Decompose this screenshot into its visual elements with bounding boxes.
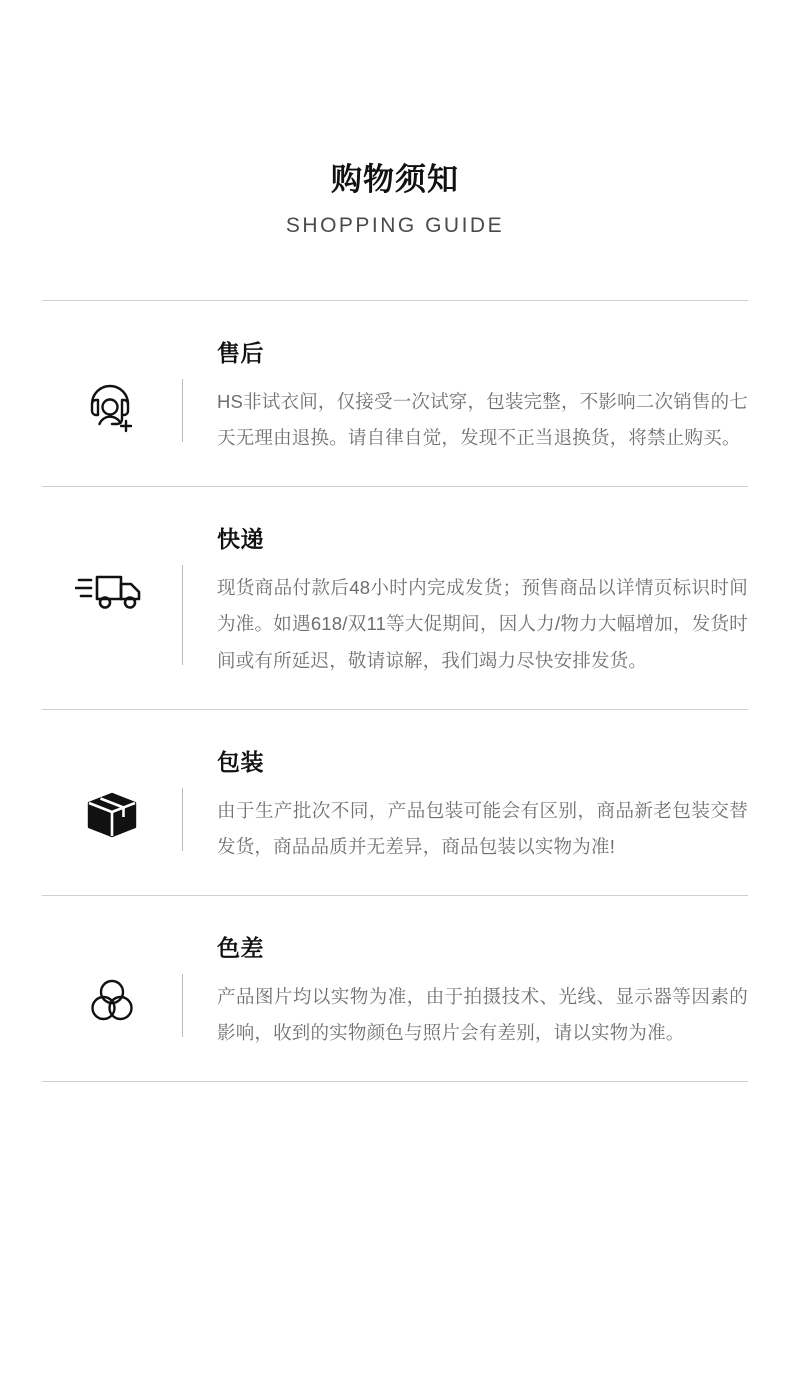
color-circles-icon xyxy=(42,930,182,1030)
section-title: 售后 xyxy=(217,340,264,367)
page-header xyxy=(0,0,790,238)
delivery-truck-icon xyxy=(42,521,182,613)
section-packaging xyxy=(42,710,748,895)
section-title: 包装 xyxy=(217,748,264,775)
section-shipping xyxy=(42,487,748,708)
section-body: 现货商品付款后48小时内完成发货；预售商品以详情页标识时间为准。如遇618/双11等大促期间，因人力/物力大幅增加，发货时间或有所延迟，敬请谅解，我们竭力尽快安排发货。 xyxy=(217,577,748,671)
section-after-sales xyxy=(42,301,748,486)
section-title: 快递 xyxy=(217,526,264,553)
headset-support-icon xyxy=(42,335,182,435)
section-text xyxy=(183,335,748,456)
section-text xyxy=(183,521,748,678)
bottom-spacer xyxy=(0,1082,790,1122)
section-text xyxy=(183,744,748,865)
section-body: HS非试衣间，仅接受一次试穿，包装完整，不影响二次销售的七天无理由退换。请自律自觉，发现不正当退换货，将禁止购买。 xyxy=(217,391,749,449)
section-body: 产品图片均以实物为准，由于拍摄技术、光线、显示器等因素的影响，收到的实物颜色与照片会有差别，请以实物为准。 xyxy=(217,985,748,1043)
section-color-difference xyxy=(42,896,748,1081)
section-body: 由于生产批次不同，产品包装可能会有区别，商品新老包装交替发货，商品品质并无差异，商品包装以实物为准! xyxy=(217,799,748,857)
section-title: 色差 xyxy=(217,934,264,961)
page-title: 购物须知 xyxy=(331,162,459,197)
package-box-icon xyxy=(42,744,182,844)
section-text xyxy=(183,930,748,1051)
page-subtitle: SHOPPING GUIDE xyxy=(285,214,505,238)
